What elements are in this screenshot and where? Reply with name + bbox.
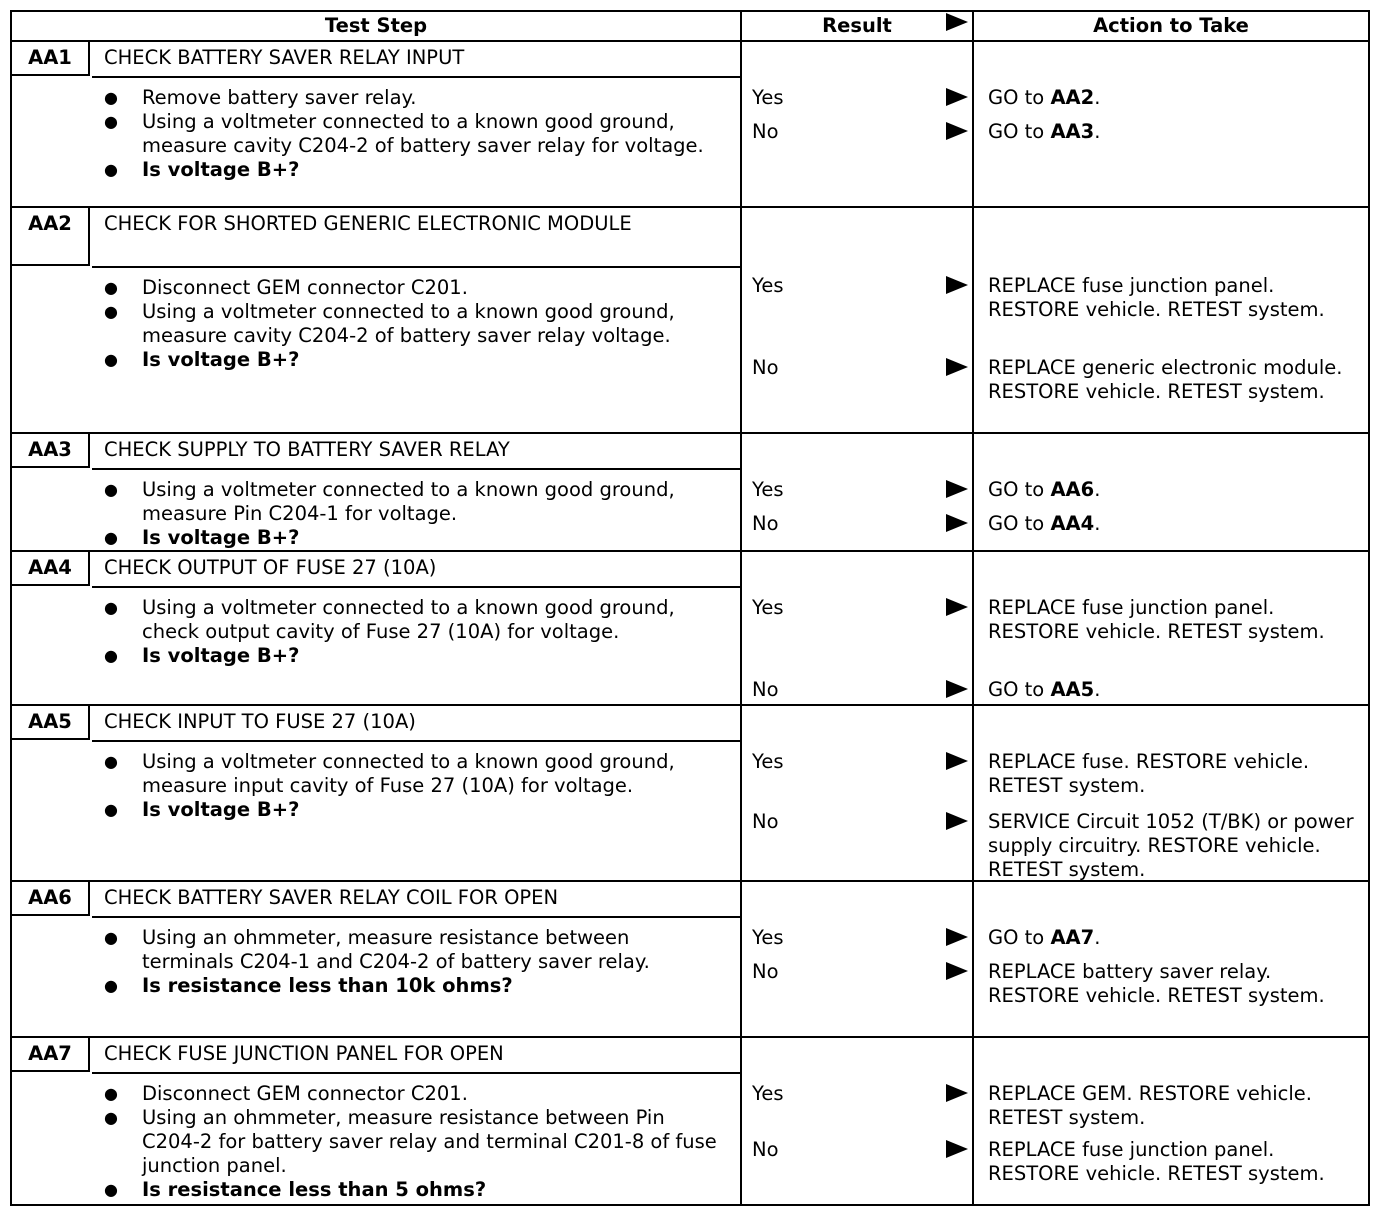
step-title: CHECK FOR SHORTED GENERIC ELECTRONIC MODULE [92, 208, 740, 268]
test-step-section [12, 434, 1368, 552]
action-step-ref: AA3 [1050, 120, 1095, 143]
step-title: CHECK FUSE JUNCTION PANEL FOR OPEN [92, 1038, 740, 1074]
action-text: REPLACE generic electronic module. RESTORE vehicle. RETEST system. [988, 356, 1343, 403]
result-arrow-icon [946, 480, 968, 498]
step-code: AA1 [12, 42, 90, 76]
result-yes: Yes [752, 274, 784, 297]
instruction-item: ● Using a voltmeter connected to a known good ground, measure cavity C204-2 of battery saver relay for voltage. [102, 110, 722, 158]
step-question: ● Is voltage B+? [102, 526, 722, 550]
result-arrow-icon [946, 514, 968, 532]
result-arrow-icon [946, 276, 968, 294]
action-step-ref: AA6 [1050, 478, 1095, 501]
step-code: AA7 [12, 1038, 90, 1072]
step-title: CHECK SUPPLY TO BATTERY SAVER RELAY [92, 434, 740, 470]
action-text: GO to AA4. [988, 512, 1101, 535]
result-yes: Yes [752, 596, 784, 619]
result-arrow-icon [946, 752, 968, 770]
step-instructions [102, 86, 722, 182]
result-arrow-icon [946, 358, 968, 376]
step-question: ● Is resistance less than 10k ohms? [102, 974, 722, 998]
step-code: AA3 [12, 434, 90, 468]
action-text: GO to AA2. [988, 86, 1101, 109]
test-step-section [12, 42, 1368, 208]
instruction-item: ● Using a voltmeter connected to a known good ground, measure Pin C204-1 for voltage. [102, 478, 722, 526]
result-no: No [752, 1138, 779, 1161]
action-step-ref: AA7 [1050, 926, 1095, 949]
action-text: REPLACE fuse junction panel. RESTORE vehicle. RETEST system. [988, 1138, 1325, 1185]
step-question: ● Is resistance less than 5 ohms? [102, 1178, 722, 1202]
action-text: REPLACE fuse. RESTORE vehicle. RETEST system. [988, 750, 1310, 797]
step-instructions [102, 750, 722, 822]
step-title: CHECK BATTERY SAVER RELAY COIL FOR OPEN [92, 882, 740, 918]
step-question: ● Is voltage B+? [102, 644, 722, 668]
result-yes: Yes [752, 1082, 784, 1105]
result-arrow-icon [946, 962, 968, 980]
instruction-item: ● Using a voltmeter connected to a known good ground, check output cavity of Fuse 27 (10A) for voltage. [102, 596, 722, 644]
step-instructions [102, 596, 722, 668]
step-question: ● Is voltage B+? [102, 158, 722, 182]
test-step-section [12, 706, 1368, 882]
result-no: No [752, 512, 779, 535]
step-title: CHECK BATTERY SAVER RELAY INPUT [92, 42, 740, 78]
step-title: CHECK OUTPUT OF FUSE 27 (10A) [92, 552, 740, 588]
diagnostic-table [10, 10, 1370, 1206]
step-code: AA4 [12, 552, 90, 586]
result-no: No [752, 810, 779, 833]
action-text: GO to AA3. [988, 120, 1101, 143]
instruction-item: ● Disconnect GEM connector C201. [102, 276, 722, 300]
header-arrow-icon [946, 13, 968, 31]
result-no: No [752, 356, 779, 379]
instruction-item: ● Disconnect GEM connector C201. [102, 1082, 722, 1106]
header-result: Result [742, 12, 972, 42]
action-text: GO to AA7. [988, 926, 1101, 949]
action-text: GO to AA5. [988, 678, 1101, 701]
test-step-section [12, 882, 1368, 1038]
step-question: ● Is voltage B+? [102, 348, 722, 372]
result-yes: Yes [752, 478, 784, 501]
instruction-item: ● Using an ohmmeter, measure resistance between terminals C204-1 and C204-2 of battery saver relay. [102, 926, 722, 974]
instruction-item: ● Using a voltmeter connected to a known good ground, measure cavity C204-2 of battery saver relay voltage. [102, 300, 722, 348]
result-arrow-icon [946, 680, 968, 698]
header-test-step: Test Step [12, 12, 740, 42]
step-code: AA6 [12, 882, 90, 916]
step-code: AA2 [12, 208, 90, 266]
result-arrow-icon [946, 928, 968, 946]
action-text: REPLACE fuse junction panel. RESTORE vehicle. RETEST system. [988, 274, 1325, 321]
result-no: No [752, 120, 779, 143]
result-no: No [752, 960, 779, 983]
action-text: SERVICE Circuit 1052 (T/BK) or power supply circuitry. RESTORE vehicle. RETEST system. [988, 810, 1354, 881]
action-text: REPLACE fuse junction panel. RESTORE vehicle. RETEST system. [988, 596, 1325, 643]
result-arrow-icon [946, 88, 968, 106]
result-yes: Yes [752, 86, 784, 109]
step-code: AA5 [12, 706, 90, 740]
instruction-item: ● Using a voltmeter connected to a known good ground, measure input cavity of Fuse 27 (10A) for voltage. [102, 750, 722, 798]
result-yes: Yes [752, 926, 784, 949]
result-yes: Yes [752, 750, 784, 773]
step-question: ● Is voltage B+? [102, 798, 722, 822]
result-arrow-icon [946, 598, 968, 616]
result-no: No [752, 678, 779, 701]
action-step-ref: AA2 [1050, 86, 1095, 109]
action-text: REPLACE GEM. RESTORE vehicle. RETEST system. [988, 1082, 1312, 1129]
header-action: Action to Take [974, 12, 1368, 42]
step-instructions [102, 478, 722, 550]
action-step-ref: AA5 [1050, 678, 1095, 701]
step-title: CHECK INPUT TO FUSE 27 (10A) [92, 706, 740, 742]
action-text: GO to AA6. [988, 478, 1101, 501]
instruction-item: ● Using an ohmmeter, measure resistance between Pin C204-2 for battery saver relay and terminal C201-8 of fuse junction panel. [102, 1106, 722, 1178]
result-arrow-icon [946, 1084, 968, 1102]
result-arrow-icon [946, 122, 968, 140]
action-step-ref: AA4 [1050, 512, 1095, 535]
step-instructions [102, 926, 722, 998]
action-text: REPLACE battery saver relay. RESTORE vehicle. RETEST system. [988, 960, 1325, 1007]
test-step-section [12, 208, 1368, 434]
instruction-item: ● Remove battery saver relay. [102, 86, 722, 110]
result-arrow-icon [946, 812, 968, 830]
step-instructions [102, 276, 722, 372]
test-step-section [12, 1038, 1368, 1208]
test-step-section [12, 552, 1368, 706]
result-arrow-icon [946, 1140, 968, 1158]
step-instructions [102, 1082, 722, 1202]
